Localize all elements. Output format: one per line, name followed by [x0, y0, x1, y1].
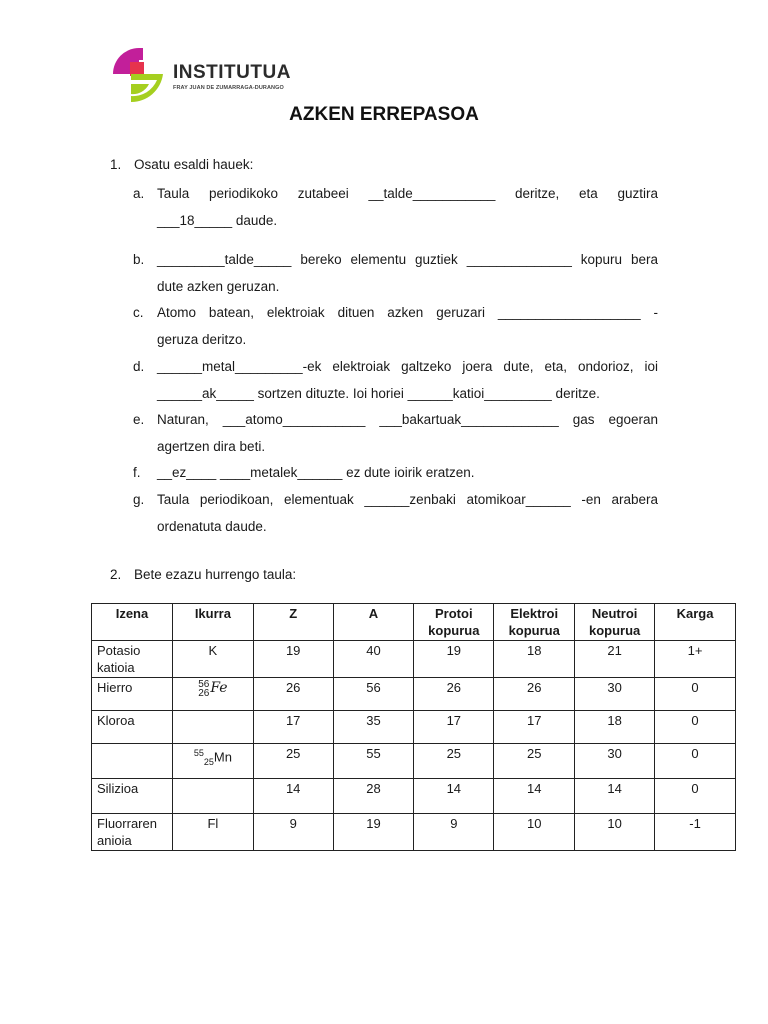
cell-name	[92, 779, 173, 814]
cell-symbol	[172, 678, 253, 711]
cell-name	[92, 711, 173, 744]
item-line: _________talde_____ bereko elementu guztiek ______________ kopuru bera	[157, 252, 658, 267]
table-row	[92, 744, 736, 779]
table-row	[92, 711, 736, 744]
cell-name	[92, 744, 173, 779]
item-letter: e.	[133, 412, 145, 427]
question-number: 2.	[110, 567, 122, 582]
item-letter: g.	[133, 492, 145, 507]
header-text: Z	[289, 606, 298, 621]
cell-name	[92, 641, 173, 678]
cell-z: 17	[253, 711, 333, 744]
school-logo	[113, 48, 293, 102]
item-line: Naturan, ___atomo___________ ___bakartuak_____________ gas egoeran	[157, 412, 658, 427]
cell-a: 19	[333, 814, 414, 851]
cell-electrons: 25	[494, 744, 575, 779]
cell-neutrons: 30	[575, 744, 655, 779]
table-row	[92, 779, 736, 814]
cell-text: anioia	[97, 833, 132, 848]
item-letter: c.	[133, 305, 144, 320]
cell-neutrons: 14	[575, 779, 655, 814]
cell-charge: 0	[655, 711, 736, 744]
cell-protons: 25	[414, 744, 494, 779]
cell-protons: 17	[414, 711, 494, 744]
header-text: kopurua	[508, 623, 560, 638]
cell-protons: 26	[414, 678, 494, 711]
cell-z: 26	[253, 678, 333, 711]
header-text: kopurua	[428, 623, 480, 638]
mass-number: 56	[198, 678, 210, 690]
cell-charge: 1+	[655, 641, 736, 678]
header-text: Elektroi	[510, 606, 559, 621]
cell-neutrons: 30	[575, 678, 655, 711]
atomic-number: 26	[198, 687, 210, 699]
cell-protons: 14	[414, 779, 494, 814]
cell-electrons: 18	[494, 641, 575, 678]
header-text: Izena	[115, 606, 149, 621]
cell-neutrons: 18	[575, 711, 655, 744]
header-z	[253, 604, 333, 641]
cell-text: katioia	[97, 660, 135, 675]
item-letter: d.	[133, 359, 145, 374]
header-neutrons	[575, 604, 655, 641]
element-symbol: Fe	[210, 680, 228, 696]
item-line: dute azken geruzan.	[157, 278, 280, 294]
cell-electrons: 26	[494, 678, 575, 711]
cell-charge: 0	[655, 678, 736, 711]
cell-text: Hierro	[97, 680, 133, 695]
item-letter: b.	[133, 252, 145, 267]
header-protons	[414, 604, 494, 641]
cell-z: 25	[253, 744, 333, 779]
cell-charge: 0	[655, 744, 736, 779]
cell-a: 35	[333, 711, 414, 744]
cell-symbol	[172, 744, 253, 779]
cell-protons: 19	[414, 641, 494, 678]
header-text: Ikurra	[194, 606, 231, 621]
cell-charge: 0	[655, 779, 736, 814]
page-title: AZKEN ERREPASOA	[289, 104, 479, 125]
cell-electrons: 14	[494, 779, 575, 814]
question-number: 1.	[110, 157, 122, 172]
item-letter: f.	[133, 465, 141, 480]
question-text: Bete ezazu hurrengo taula:	[134, 567, 297, 582]
cell-charge: -1	[655, 814, 736, 851]
item-line: __ez____ ____metalek______ ez dute ioirik eratzen.	[157, 465, 475, 480]
item-letter: a.	[133, 186, 145, 201]
cell-neutrons: 21	[575, 641, 655, 678]
table-row	[92, 641, 736, 678]
cell-text: Kloroa	[97, 713, 135, 728]
header-text: kopurua	[588, 623, 641, 638]
cell-text: Silizioa	[97, 781, 139, 796]
mass-number: 55	[193, 748, 204, 758]
header-text: A	[368, 606, 379, 621]
cell-electrons: 17	[494, 711, 575, 744]
table-row	[92, 678, 736, 711]
header-text: Protoi	[435, 606, 473, 621]
cell-text: Fluorraren	[97, 816, 157, 831]
cell-text: Potasio	[97, 643, 141, 658]
isotope-numbers	[198, 680, 209, 698]
header-name	[92, 604, 173, 641]
logo-mark-icon	[113, 48, 169, 102]
item-line: Atomo batean, elektroiak dituen azken geruzari ___________________ -	[157, 305, 658, 320]
header-a	[333, 604, 414, 641]
item-line: ______metal_________-ek elektroiak galtzeko joera dute, eta, ondorioz, ioi	[157, 359, 658, 374]
item-line: ___18_____ daude.	[157, 212, 278, 228]
cell-a: 28	[333, 779, 414, 814]
header-text: Karga	[676, 606, 714, 621]
item-line: Taula periodikoan, elementuak ______zenbaki atomikoar______ -en arabera	[157, 492, 658, 507]
cell-z: 19	[253, 641, 333, 678]
cell-name	[92, 814, 173, 851]
element-symbol: Mn	[213, 749, 232, 765]
header-electrons	[494, 604, 575, 641]
item-line: geruza deritzo.	[157, 331, 247, 347]
cell-z: 14	[253, 779, 333, 814]
cell-z: 9	[253, 814, 333, 851]
cell-symbol	[172, 779, 253, 814]
item-line: ______ak_____ sortzen dituzte. Ioi horiei ______katioi_________ deritze.	[157, 385, 600, 401]
item-line: Taula periodikoko zutabeei __talde___________ deritze, eta guztira	[157, 186, 658, 201]
table-header-row	[92, 604, 736, 641]
cell-symbol: Fl	[172, 814, 253, 851]
cell-symbol: K	[172, 641, 253, 678]
question-text: Osatu esaldi hauek:	[134, 157, 254, 172]
cell-symbol	[172, 711, 253, 744]
cell-a: 56	[333, 678, 414, 711]
header-charge	[655, 604, 736, 641]
cell-electrons: 10	[494, 814, 575, 851]
cell-a: 55	[333, 744, 414, 779]
logo-name: INSTITUTUA	[173, 62, 291, 83]
item-line: ordenatuta daude.	[157, 518, 267, 534]
cell-neutrons: 10	[575, 814, 655, 851]
atomic-number: 25	[203, 756, 214, 767]
logo-subtitle: FRAY JUAN DE ZUMARRAGA-DURANGO	[173, 85, 284, 91]
elements-table	[91, 603, 736, 851]
header-symbol	[172, 604, 253, 641]
header-text: Neutroi	[591, 606, 638, 621]
cell-a: 40	[333, 641, 414, 678]
cell-protons: 9	[414, 814, 494, 851]
item-line: agertzen dira beti.	[157, 438, 266, 454]
table-row	[92, 814, 736, 851]
cell-name	[92, 678, 173, 711]
